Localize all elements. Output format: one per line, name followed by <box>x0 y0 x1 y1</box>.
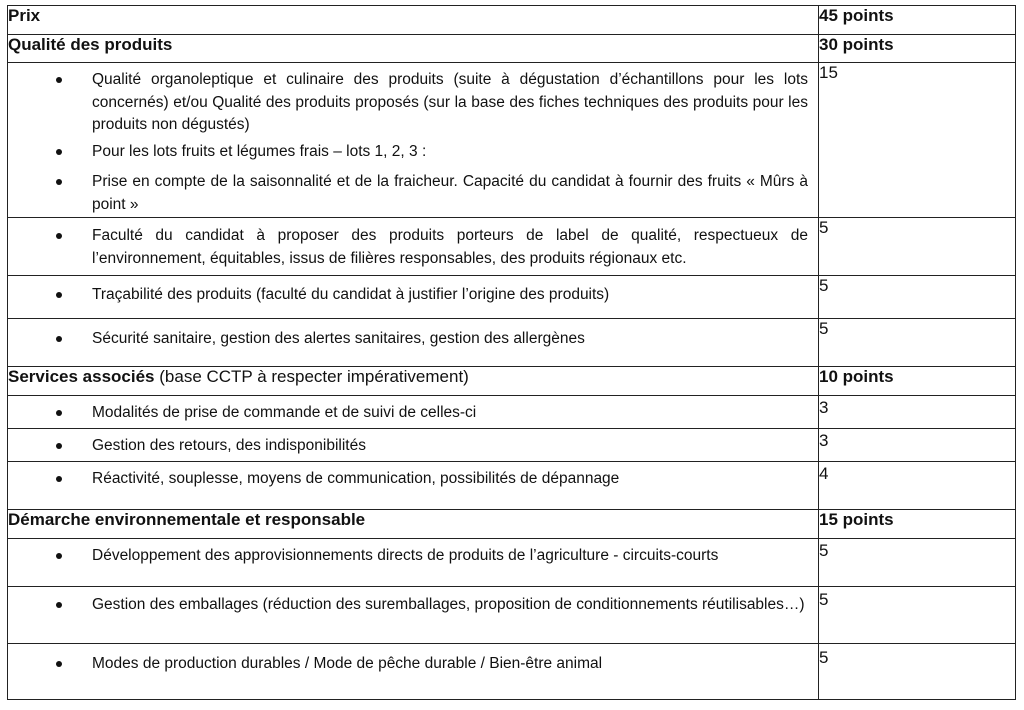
table-row <box>8 587 1016 644</box>
score-cell: 5 <box>819 587 1016 644</box>
table-row <box>8 319 1016 367</box>
bullet-icon <box>8 328 92 351</box>
bullet-icon <box>8 284 92 307</box>
list-item: Gestion des retours, des indisponibilités <box>8 435 818 458</box>
score-cell: 5 <box>819 276 1016 319</box>
section-header-qualite <box>8 35 1016 63</box>
list-item: Traçabilité des produits (faculté du candidat à justifier l’origine des produits) <box>8 284 818 307</box>
score-cell: 5 <box>819 539 1016 587</box>
table-row <box>8 539 1016 587</box>
bullet-icon <box>8 171 92 216</box>
criteria-table <box>7 5 1016 700</box>
list-item: Faculté du candidat à proposer des produits porteurs de label de qualité, respectueux de l’environnement, équitables, issus de filières responsables, des produits régionaux etc. <box>8 225 818 270</box>
score-cell: 3 <box>819 429 1016 462</box>
list-item: Modes de production durables / Mode de pêche durable / Bien-être animal <box>8 653 818 676</box>
bullet-icon <box>8 653 92 676</box>
bullet-icon <box>8 435 92 458</box>
score-cell: 4 <box>819 462 1016 510</box>
table-row <box>8 276 1016 319</box>
score-cell: 15 <box>819 63 1016 218</box>
score-cell: 5 <box>819 319 1016 367</box>
section-title: Qualité des produits <box>8 35 819 63</box>
section-header-prix <box>8 6 1016 35</box>
score-cell: 5 <box>819 644 1016 700</box>
list-item: Modalités de prise de commande et de suivi de celles-ci <box>8 402 818 425</box>
table-row <box>8 462 1016 510</box>
table-row <box>8 429 1016 462</box>
section-points: 10 points <box>819 367 1016 396</box>
bullet-icon <box>8 141 92 164</box>
section-title: Démarche environnementale et responsable <box>8 510 819 539</box>
section-points: 15 points <box>819 510 1016 539</box>
section-title-note: (base CCTP à respecter impérativement) <box>159 367 469 386</box>
list-item: Pour les lots fruits et légumes frais – lots 1, 2, 3 : <box>8 141 818 164</box>
list-item: Développement des approvisionnements directs de produits de l’agriculture - circuits-courts <box>8 545 818 568</box>
section-header-demarche <box>8 510 1016 539</box>
bullet-icon <box>8 594 92 617</box>
score-cell: 3 <box>819 396 1016 429</box>
list-item: Gestion des emballages (réduction des suremballages, proposition de conditionnements réutilisables…) <box>8 594 818 617</box>
bullet-icon <box>8 225 92 270</box>
list-item: Réactivité, souplesse, moyens de communication, possibilités de dépannage <box>8 468 818 491</box>
section-points: 45 points <box>819 6 1016 35</box>
table-row <box>8 218 1016 276</box>
section-title: Services associés <box>8 367 155 386</box>
table-row <box>8 644 1016 700</box>
list-item: Qualité organoleptique et culinaire des produits (suite à dégustation d’échantillons pour les lots concernés) et/ou Qualité des produits proposés (sur la base des fiches techniques des produits pour les produits non dégustés) <box>8 69 818 137</box>
score-cell: 5 <box>819 218 1016 276</box>
table-row <box>8 63 1016 218</box>
section-points: 30 points <box>819 35 1016 63</box>
section-header-services <box>8 367 1016 396</box>
bullet-icon <box>8 545 92 568</box>
section-title-cell <box>8 367 819 396</box>
section-title: Prix <box>8 6 819 35</box>
table-row <box>8 396 1016 429</box>
bullet-icon <box>8 468 92 491</box>
list-item: Sécurité sanitaire, gestion des alertes sanitaires, gestion des allergènes <box>8 328 818 351</box>
bullet-icon <box>8 402 92 425</box>
list-item: Prise en compte de la saisonnalité et de la fraicheur. Capacité du candidat à fournir des fruits « Mûrs à point » <box>8 171 818 216</box>
bullet-icon <box>8 69 92 137</box>
